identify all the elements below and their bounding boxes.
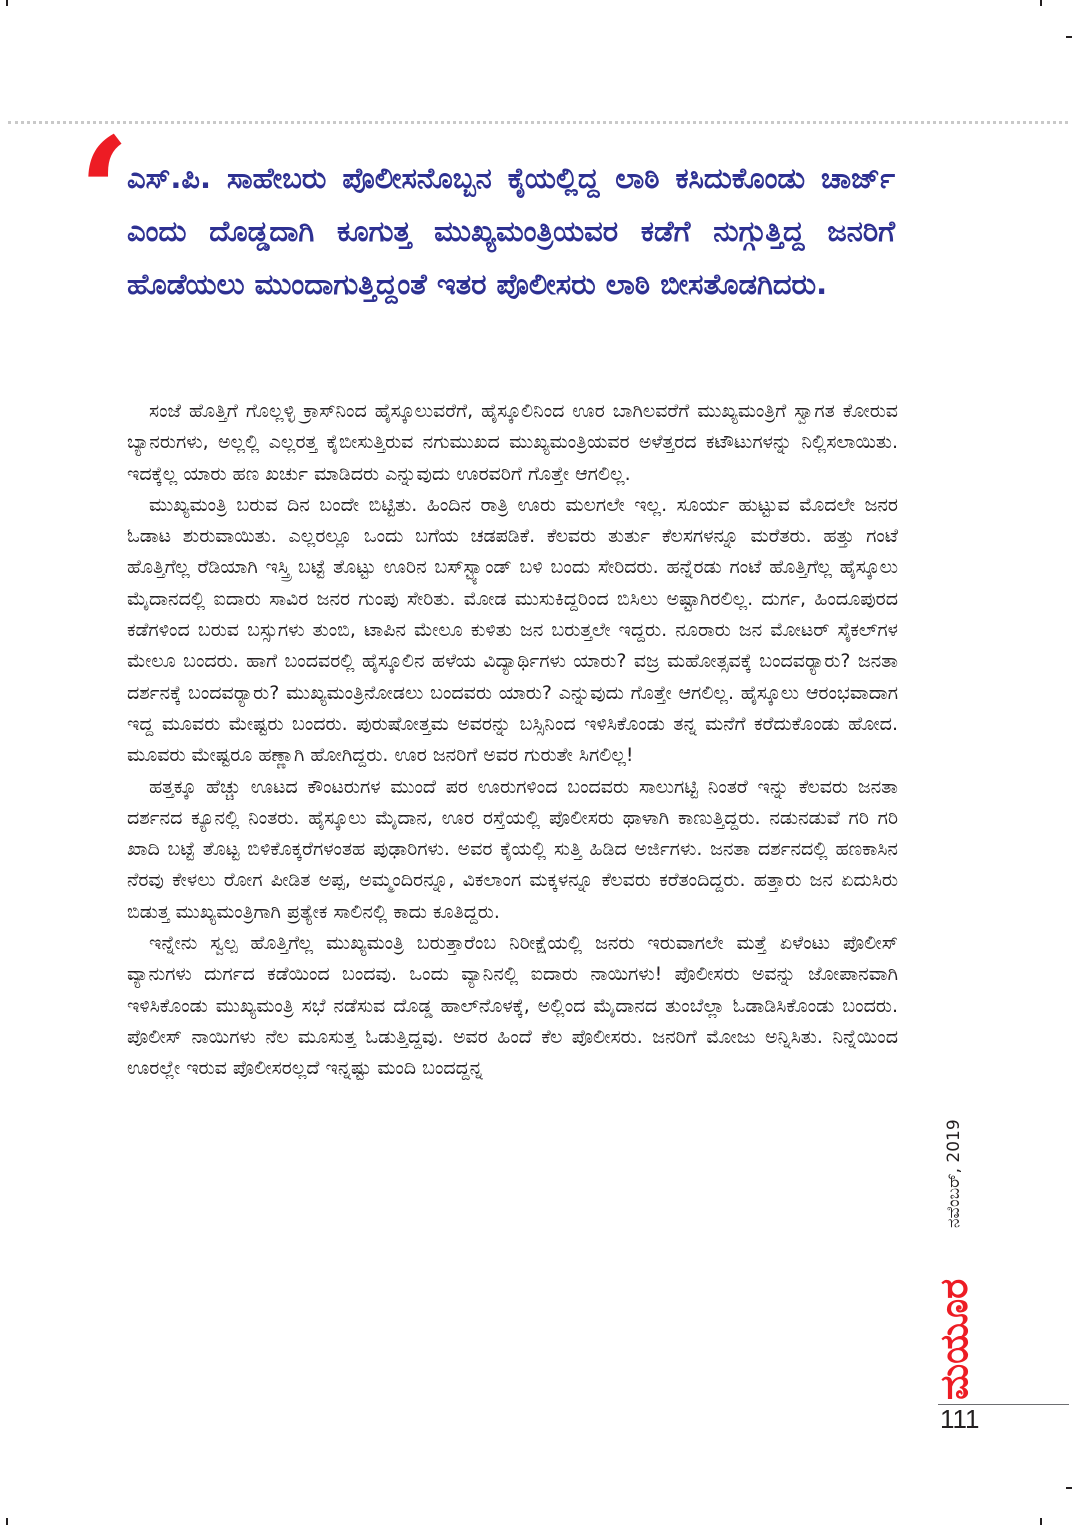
crop-mark-top-left	[6, 0, 8, 6]
article-paragraph: ಹತ್ತಕ್ಕೂ ಹೆಚ್ಚು ಊಟದ ಕೌಂಟರುಗಳ ಮುಂದೆ ಪರ ಊರುಗಳಿಂದ ಬಂದವರು ಸಾಲುಗಟ್ಟಿ ನಿಂತರೆ ಇನ್ನು ಕೆಲವರು ಜನತಾ ದರ್ಶನದ ಕ್ಯೂನಲ್ಲಿ ನಿಂತರು. ಹೈಸ್ಕೂಲು ಮೈದಾನ, ಊರ ರಸ್ತೆಯಲ್ಲಿ ಪೊಲೀಸರು ಥಾಳಾಗಿ ಕಾಣುತ್ತಿದ್ದರು. ನಡುನಡುವೆ ಗರಿ ಗರಿ ಖಾದಿ ಬಟ್ಟೆ ತೊಟ್ಟ ಬಿಳಿಕೊಕ್ಕರೆಗಳಂತಹ ಪುಢಾರಿಗಳು. ಅವರ ಕೈಯಲ್ಲಿ ಸುತ್ತಿ ಹಿಡಿದ ಅರ್ಜಿಗಳು. ಜನತಾ ದರ್ಶನದಲ್ಲಿ ಹಣಕಾಸಿನ ನೆರವು ಕೇಳಲು ರೋಗ ಪೀಡಿತ ಅಪ್ಪ, ಅಮ್ಮಂದಿರನ್ನೂ, ವಿಕಲಾಂಗ ಮಕ್ಕಳನ್ನೂ ಕೆಲವರು ಕರೆತಂದಿದ್ದರು. ಹತ್ತಾರು ಜನ ಏದುಸಿರು ಬಿಡುತ್ತ ಮುಖ್ಯಮಂತ್ರಿಗಾಗಿ ಪ್ರತ್ಯೇಕ ಸಾಲಿನಲ್ಲಿ ಕಾದು ಕೂತಿದ್ದರು.	[127, 775, 898, 923]
article-body	[127, 396, 898, 1085]
issue-date: ನವೆಂಬರ್, 2019	[944, 1119, 964, 1228]
magazine-logo: ಮಯೂರ	[932, 1278, 976, 1400]
crop-mark-top-right	[1040, 0, 1042, 6]
article-paragraph: ಇನ್ನೇನು ಸ್ವಲ್ಪ ಹೊತ್ತಿಗೆಲ್ಲ ಮುಖ್ಯಮಂತ್ರಿ ಬರುತ್ತಾರೆಂಬ ನಿರೀಕ್ಷೆಯಲ್ಲಿ ಜನರು ಇರುವಾಗಲೇ ಮತ್ತೆ ಏಳೆಂಟು ಪೊಲೀಸ್ ವ್ಯಾನುಗಳು ದುರ್ಗದ ಕಡೆಯಿಂದ ಬಂದವು. ಒಂದು ವ್ಯಾನಿನಲ್ಲಿ ಐದಾರು ನಾಯಿಗಳು! ಪೊಲೀಸರು ಅವನ್ನು ಜೋಪಾನವಾಗಿ ಇಳಿಸಿಕೊಂಡು ಮುಖ್ಯಮಂತ್ರಿ ಸಭೆ ನಡೆಸುವ ದೊಡ್ಡ ಹಾಲ್‌ನೊಳಕ್ಕೆ, ಅಲ್ಲಿಂದ ಮೈದಾನದ ತುಂಬೆಲ್ಲಾ ಓಡಾಡಿಸಿಕೊಂಡು ಬಂದರು. ಪೊಲೀಸ್ ನಾಯಿಗಳು ನೆಲ ಮೂಸುತ್ತ ಓಡುತ್ತಿದ್ದವು. ಅವರ ಹಿಂದೆ ಕೆಲ ಪೊಲೀಸರು. ಜನರಿಗೆ ಮೋಜು ಅನ್ನಿಸಿತು. ನಿನ್ನೆಯಿಂದ ಊರಲ್ಲೇ ಇರುವ ಪೊಲೀಸರಲ್ಲದೆ ಇನ್ನಷ್ಟು ಮಂದಿ ಬಂದದ್ದನ್ನ	[127, 932, 898, 1080]
crop-mark-right-lower	[1066, 1487, 1072, 1489]
crop-mark-bottom-left	[6, 1518, 8, 1525]
pull-quote: ಎಸ್.ಪಿ. ಸಾಹೇಬರು ಪೊಲೀಸನೊಬ್ಬನ ಕೈಯಲ್ಲಿದ್ದ ಲಾಠಿ ಕಸಿದುಕೊಂಡು ಚಾರ್ಜ್ ಎಂದು ದೊಡ್ಡದಾಗಿ ಕೂಗುತ್ತ ಮುಖ್ಯಮಂತ್ರಿಯವರ ಕಡೆಗೆ ನುಗ್ಗುತ್ತಿದ್ದ ಜನರಿಗೆ ಹೊಡೆಯಲು ಮುಂದಾಗುತ್ತಿದ್ದಂತೆ ಇತರ ಪೊಲೀಸರು ಲಾಠಿ ಬೀಸತೊಡಗಿದರು.	[127, 161, 895, 301]
article-paragraph: ಮುಖ್ಯಮಂತ್ರಿ ಬರುವ ದಿನ ಬಂದೇ ಬಿಟ್ಟಿತು. ಹಿಂದಿನ ರಾತ್ರಿ ಊರು ಮಲಗಲೇ ಇಲ್ಲ. ಸೂರ್ಯ ಹುಟ್ಟುವ ಮೊದಲೇ ಜನರ ಓಡಾಟ ಶುರುವಾಯಿತು. ಎಲ್ಲರಲ್ಲೂ ಒಂದು ಬಗೆಯ ಚಡಪಡಿಕೆ. ಕೆಲವರು ತುರ್ತು ಕೆಲಸಗಳನ್ನೂ ಮರೆತರು. ಹತ್ತು ಗಂಟೆ ಹೊತ್ತಿಗೆಲ್ಲ ರೆಡಿಯಾಗಿ ಇಸ್ತ್ರಿ ಬಟ್ಟೆ ತೊಟ್ಟು ಊರಿನ ಬಸ್‌ಸ್ಟ್ಯಾಂಡ್ ಬಳಿ ಬಂದು ಸೇರಿದರು. ಹನ್ನೆರಡು ಗಂಟೆ ಹೊತ್ತಿಗೆಲ್ಲ ಹೈಸ್ಕೂಲು ಮೈದಾನದಲ್ಲಿ ಐದಾರು ಸಾವಿರ ಜನರ ಗುಂಪು ಸೇರಿತು. ಮೋಡ ಮುಸುಕಿದ್ದರಿಂದ ಬಿಸಿಲು ಅಷ್ಟಾಗಿರಲಿಲ್ಲ. ದುರ್ಗ, ಹಿಂದೂಪುರದ ಕಡೆಗಳಿಂದ ಬರುವ ಬಸ್ಸುಗಳು ತುಂಬಿ, ಟಾಪಿನ ಮೇಲೂ ಕುಳಿತು ಜನ ಬರುತ್ತಲೇ ಇದ್ದರು. ನೂರಾರು ಜನ ಮೋಟರ್ ಸೈಕಲ್‌ಗಳ ಮೇಲೂ ಬಂದರು. ಹಾಗೆ ಬಂದವರಲ್ಲಿ ಹೈಸ್ಕೂಲಿನ ಹಳೆಯ ವಿದ್ಯಾರ್ಥಿಗಳು ಯಾರು? ವಜ್ರ ಮಹೋತ್ಸವಕ್ಕೆ ಬಂದವರ್‍ಯಾರು? ಜನತಾ ದರ್ಶನಕ್ಕೆ ಬಂದವರ್‍ಯಾರು? ಮುಖ್ಯಮಂತ್ರಿನೋಡಲು ಬಂದವರು ಯಾರು? ಎನ್ನುವುದು ಗೊತ್ತೇ ಆಗಲಿಲ್ಲ. ಹೈಸ್ಕೂಲು ಆರಂಭವಾದಾಗ ಇದ್ದ ಮೂವರು ಮೇಷ್ಟರು ಬಂದರು. ಪುರುಷೋತ್ತಮ ಅವರನ್ನು ಬಸ್ಸಿನಿಂದ ಇಳಿಸಿಕೊಂಡು ತನ್ನ ಮನೆಗೆ ಕರೆದುಕೊಂಡು ಹೋದ. ಮೂವರು ಮೇಷ್ಟರೂ ಹಣ್ಣಾಗಿ ಹೋಗಿದ್ದರು. ಊರ ಜನರಿಗೆ ಅವರ ಗುರುತೇ ಸಿಗಲಿಲ್ಲ!	[127, 493, 898, 767]
page-number: 111	[940, 1404, 980, 1434]
quote-mark-icon: ‘	[78, 105, 131, 281]
crop-mark-bottom-right	[1040, 1518, 1042, 1525]
crop-mark-right-upper	[1066, 36, 1072, 38]
article-paragraph: ಸಂಜೆ ಹೊತ್ತಿಗೆ ಗೊಲ್ಲಳ್ಳಿ ಕ್ರಾಸ್‌ನಿಂದ ಹೈಸ್ಕೂಲುವರೆಗೆ, ಹೈಸ್ಕೂಲಿನಿಂದ ಊರ ಬಾಗಿಲವರೆಗೆ ಮುಖ್ಯಮಂತ್ರಿಗೆ ಸ್ವಾಗತ ಕೋರುವ ಬ್ಯಾನರುಗಳು, ಅಲ್ಲಲ್ಲಿ ಎಲ್ಲರತ್ತ ಕೈಬೀಸುತ್ತಿರುವ ನಗುಮುಖದ ಮುಖ್ಯಮಂತ್ರಿಯವರ ಅಳೆತ್ತರದ ಕಟೌಟುಗಳನ್ನು ನಿಲ್ಲಿಸಲಾಯಿತು. ಇದಕ್ಕೆಲ್ಲ ಯಾರು ಹಣ ಖರ್ಚು ಮಾಡಿದರು ಎನ್ನುವುದು ಊರವರಿಗೆ ಗೊತ್ತೇ ಆಗಲಿಲ್ಲ.	[127, 400, 898, 485]
dotted-separator	[8, 121, 1068, 124]
